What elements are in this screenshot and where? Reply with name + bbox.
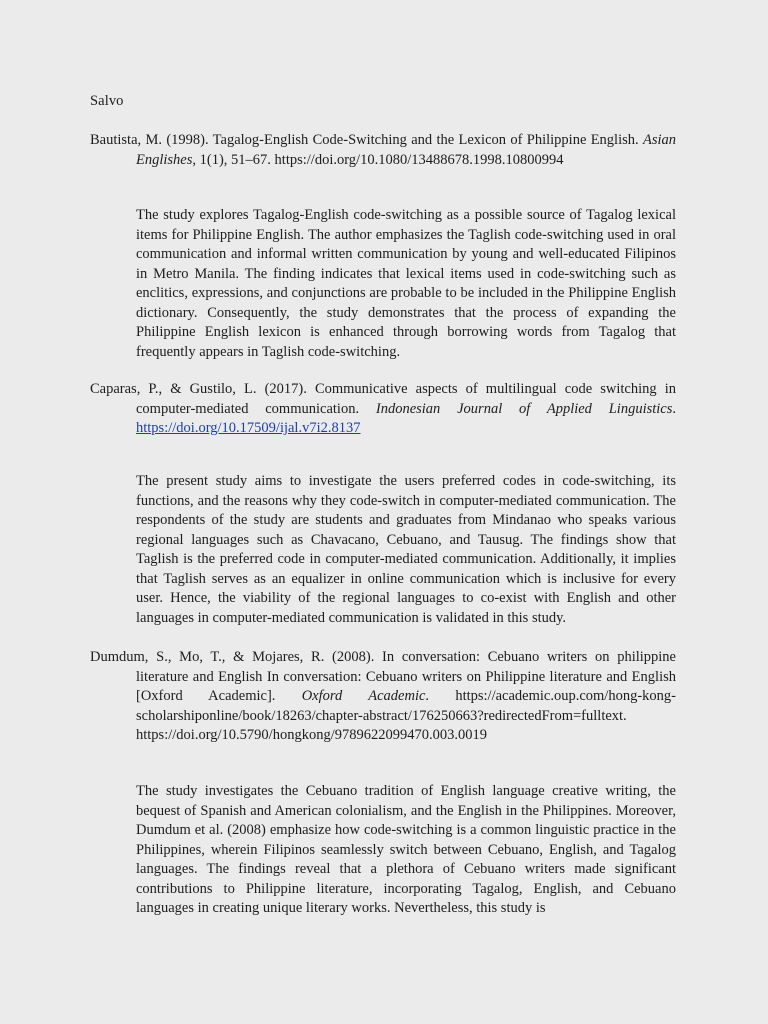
reference-entry (90, 648, 676, 746)
journal-title: Oxford Academic (301, 688, 426, 704)
journal-title: Indonesian Journal of Applied Linguistics (375, 400, 673, 417)
citation-text: Caparas, P., & Gustilo, L. (2017). Communicative aspects of multilingual code switching in computer-mediated communication. (90, 381, 676, 417)
citation-details: . (672, 400, 677, 417)
citation-text: Dumdum, S., Mo, T., & Mojares, R. (2008). In conversation: Cebuano writers on philippine literature and English In conversation: Cebuano writers on Philippine literature and English [Oxford Academic]. (90, 649, 676, 704)
annotation-paragraph: The present study aims to investigate the users preferred codes in code-switching, its functions, and the reasons why they code-switch in computer-mediated communication. The respondents of the study are students and graduates from Mindanao who speaks various regional languages such as Chavacano, Cebuano, and Tausug. The findings show that Taglish is the preferred code in computer-mediated communication. Additionally, it implies that Taglish serves as an equalizer in online communication which is inclusive for every user. Hence, the viability of the regional languages to co-exist with English and other languages in computer-mediated communication is validated in this study. (136, 473, 676, 626)
citation (90, 131, 676, 170)
doi-link[interactable]: https://doi.org/10.17509/ijal.v7i2.8137 (136, 420, 361, 436)
reference-entry (90, 131, 676, 170)
annotation-paragraph: The study investigates the Cebuano tradition of English language creative writing, the bequest of Spanish and American colonialism, and the English in the Philippines. Moreover, Dumdum et al. (2008) emphasize how code-switching is a common linguistic practice in the Philippines, wherein Filipinos seamlessly switch between Cebuano, English, and Tagalog languages. The findings reveal that a plethora of Cebuano writers made significant contributions to Philippine literature, incorporating Tagalog, English, and Cebuano languages in creating unique literary works. Nevertheless, this study is (136, 783, 676, 916)
citation (90, 380, 676, 439)
running-header-author: Salvo (90, 93, 124, 109)
citation-details: . https://academic.oup.com/hong-kong-scholarshiponline/book/18263/chapter-abstract/176250663?redirectedFrom=fulltext. https://doi.org/10.5790/hongkong/9789622099470.003.0019 (136, 688, 676, 743)
reference-entry (90, 380, 676, 439)
annotation-paragraph: The study explores Tagalog-English code-switching as a possible source of Tagalog lexical items for Philippine English. The author emphasizes the Taglish code-switching used in oral communication and informal written communication by young and well-educated Filipinos in Metro Manila. The finding indicates that lexical items used in code-switching such as enclitics, expressions, and conjunctions are probable to be included in the Philippine English dictionary. Consequently, the study demonstrates that the process of expanding the Philippine English lexicon is enhanced through borrowing words from Tagalog that frequently appears in Taglish code-switching. (136, 207, 676, 360)
citation-details: , 1(1), 51–67. https://doi.org/10.1080/13488678.1998.10800994 (192, 151, 564, 168)
journal-title: Asian Englishes (136, 132, 676, 168)
citation-text: Bautista, M. (1998). Tagalog-English Code-Switching and the Lexicon of Philippine English. (90, 132, 643, 148)
citation (90, 648, 676, 746)
